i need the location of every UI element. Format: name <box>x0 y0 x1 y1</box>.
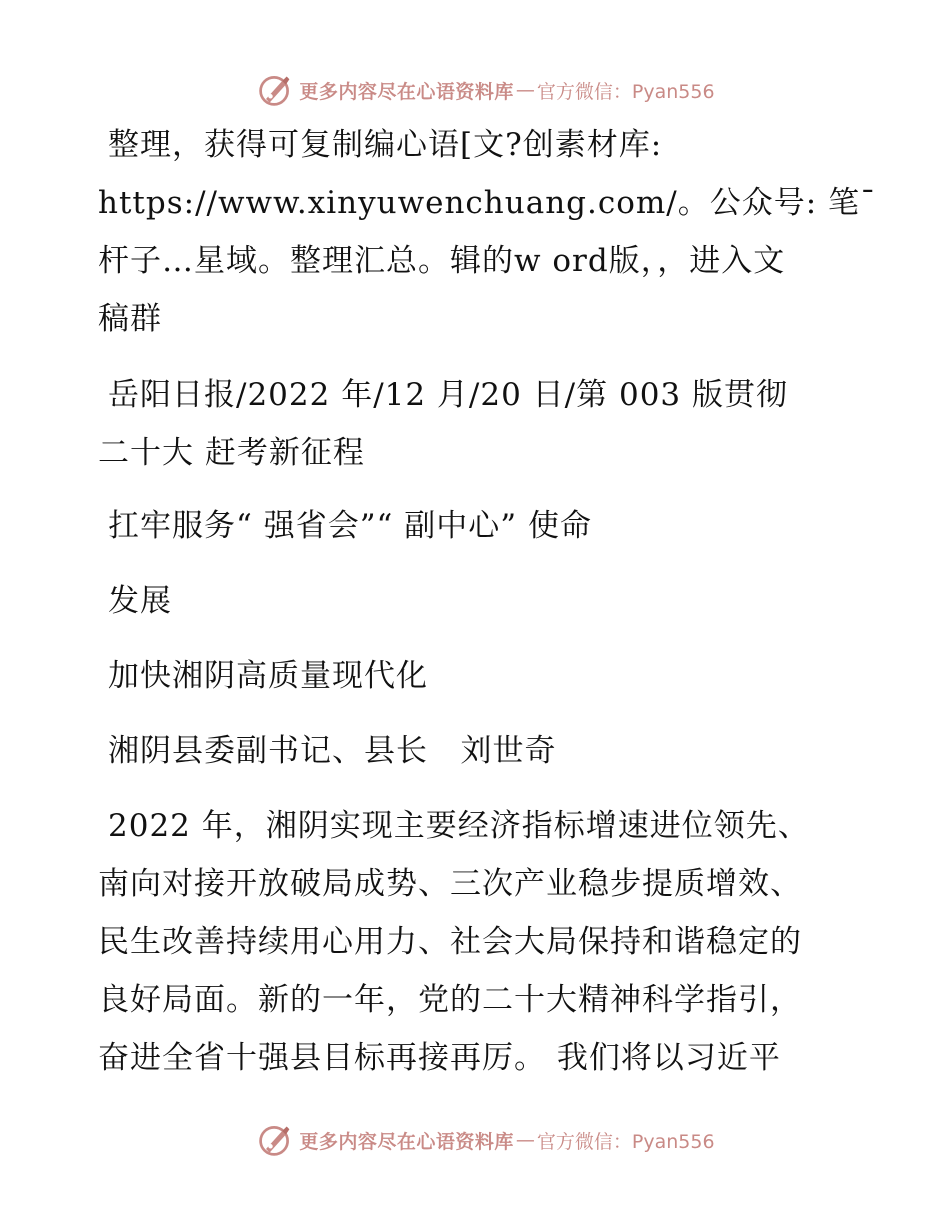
watermark-contact: 官方微信：Pyan556 <box>536 80 715 103</box>
header-watermark <box>0 68 950 112</box>
pen-logo-icon <box>257 72 293 108</box>
paragraph-line: 良好局面。新的一年，党的二十大精神科学指引， <box>98 982 802 1018</box>
headline-text: 扛牢服务“ 强省会”“ 副中心” 使命 <box>108 508 592 544</box>
paragraph-line: 民生改善持续用心用力、社会大局保持和谐稳定的 <box>98 924 802 960</box>
watermark-separator: — <box>515 1129 535 1151</box>
intro-line: 整理，获得可复制编心语[文?创素材库: <box>108 127 663 163</box>
paragraph-line: 2022 年，湘阴实现主要经济指标增速进位领先、 <box>108 808 810 844</box>
intro-block <box>98 116 877 348</box>
watermark-contact: 官方微信：Pyan556 <box>536 1130 715 1153</box>
headline-text: 加快湘阴高质量现代化 <box>108 658 428 694</box>
headline-3 <box>98 647 858 705</box>
pen-logo-icon <box>257 1122 293 1158</box>
watermark-title: 更多内容尽在心语资料库 <box>299 1130 514 1153</box>
watermark-title: 更多内容尽在心语资料库 <box>299 80 514 103</box>
intro-line: 稿群 <box>98 301 162 337</box>
intro-line: https://www.xinyuwenchuang.com/。公众号: 笔¯ <box>98 185 877 221</box>
headline-2 <box>98 572 858 630</box>
watermark-separator: — <box>515 79 535 101</box>
paragraph-line: 南向对接开放破局成势、三次产业稳步提质增效、 <box>98 866 802 902</box>
source-line: 二十大 赶考新征程 <box>98 435 365 471</box>
intro-line: 杆子…星域。整理汇总。辑的w ord版，，进入文 <box>98 243 786 279</box>
source-block <box>98 366 858 482</box>
paragraph-line: 奋进全省十强县目标再接再厉。 我们将以习近平 <box>98 1040 781 1076</box>
watermark-inner <box>257 72 714 108</box>
footer-watermark <box>0 1118 950 1162</box>
body-paragraph <box>98 797 858 1087</box>
headline-1 <box>98 497 858 555</box>
headline-text: 发展 <box>108 583 172 619</box>
author-text: 湘阴县委副书记、县长 刘世奇 <box>108 733 557 769</box>
author-line <box>98 722 858 780</box>
source-line: 岳阳日报/2022 年/12 月/20 日/第 003 版贯彻 <box>108 377 789 413</box>
watermark-inner <box>257 1122 714 1158</box>
